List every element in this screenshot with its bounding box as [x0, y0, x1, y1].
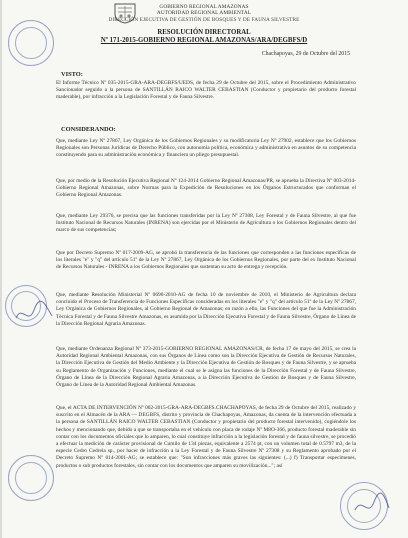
page-edge [0, 0, 2, 538]
visto-heading: VISTO: [61, 71, 83, 78]
letterhead-line-3: DIRECCIÓN EJECUTIVA DE GESTIÓN DE BOSQUES Y DE FAUNA SILVESTRE [108, 16, 300, 23]
considerando-paragraph-2: Que, por medio de la Resolución Ejecutiva Regional Nº 124-2014 Gobierno Regional Amazonas/PR, se aprueba la Directiva Nº 003-2014-Gobierno Regional Amazonas, sobre Normas para la Expedición de Resoluciones en los Órganos Estructurados que conforman el Gobierno Regional Amazonas. [56, 178, 356, 199]
letterhead [0, 4, 408, 23]
considerando-paragraph-1: Que, mediante Ley Nº 27867, Ley Orgánica de los Gobiernos Regionales y su modificatoria Ley Nº 27902, establece que los Gobiernos Regionales son Personas Jurídicas de Derecho Público, con autonomía política, económica y administrativa en asuntos de su competencia constituyendo para su administración económica y financiera un pliego presupuestal. [56, 138, 356, 159]
considerando-paragraph-4: Que por Decreto Supremo Nº 017-2009-AG, se aprobó la transferencia de las funciones que corresponden a las funciones específicas de los literales "e" y "q" del artículo 51º de la Ley Nº 27867, Ley Orgánica de los Gobiernos Regionales, por parte del ex Instituto Nacional de Recursos Naturales - INRENA a los Gobiernos Regionales que sustentan su acto de entrega y recepción. [56, 250, 356, 271]
considerando-heading: CONSIDERANDO: [61, 126, 116, 133]
letterhead-line-2: AUTORIDAD REGIONAL AMBIENTAL [156, 10, 252, 17]
resolution-number: Nº 171-2015-GOBIERNO REGIONAL AMAZONAS/ARA/DEGBFS/D [100, 37, 308, 44]
official-seal-bottom-left-inner [15, 462, 47, 494]
considerando-paragraph-5: Que, mediante Resolución Ministerial Nº 0690-2010-AG de fecha 10 de noviembre de 2010, el Ministerio de Agricultura declara concluido el Proceso de Transferencia de Funciones Específicas consideradas en los literales "e" y "q" del artículo 51º de la Ley Nº 27867, Ley Orgánica de Gobiernos Regionales, al Gobierno Regional de Amazonas; en razón a ello, las Funciones del que fue la Administración Técnica Forestal y de Fauna Silvestre Amazonas, es asumida por la Dirección Ejecutiva Forestal y de Fauna Silvestre, Órgano de Línea de la Dirección Regional Agraria Amazonas. [56, 292, 356, 327]
document-title: RESOLUCIÓN DIRECTORAL [157, 29, 251, 36]
visto-paragraph: El Informe Técnico Nº 035-2015-GRA-ARA-DEGBFS/UEDS, de fecha 29 de Octubre del 2015, sobre el Procedimiento Administrativo Sancionador seguido a la persona de SANTILLÁN RAICO WALTER CEBASTIAN (Conductor y propietario del producto forestal maderable), por infracción a la Legislación Forestal y de Fauna Silvestre. [56, 80, 356, 101]
issue-date: Chachapoyas, 29 de Octubre del 2015 [261, 51, 350, 57]
official-seal-top-left-inner [15, 27, 47, 59]
considerando-paragraph-7: Que, el ACTA DE INTERVENCIÓN Nº 002-2015-GRA-ARA-DEGBFS.CHACHAPOYAS, de fecha 29 de Octubre del 2015, realizado y suscrito en el Almacén de la ARA — DEGBFS, distrito y provincia de Chachapoyas, Amazonas, da cuenta de la intervención efectuada a la persona de SANTILLÁN RAICO WALTER CEBASTIAN (Conductor y propietario del producto forestal intervenido), cogiéndole los hechos y mencionando que, debido a que se transportaba en el vehículo con placa de rodaje Nº M8O-366, producto forestal maderable sin contar con los documentos oficiales que lo amparen, lo cual constituye infracción a la legislación forestal y de fauna silvestre, se procedió a efectuar la medición de carácter provisional de Cumilo de 134 piezas, equivalente a 2574 pt, con un volumen total de 0.5797 m3, de la especie Cedro Cedrela sp., por hacer de infracción a la Ley Forestal y de Fauna Silvestre Nº 27308 y su Reglamento aprobado por el Decreto Supremo Nº 014-2001-AG; se establece que: "Son infracciones más graves las siguientes: (...) f) Transportar especímenes, productos o sub productos forestales, sin contar con los documentos que amparen su movilización..."; así [56, 405, 356, 469]
signature-mark-right [352, 490, 392, 520]
considerando-paragraph-3: Que, mediante Ley 29376, se precisa que las funciones transferidas por la Ley Nº 27308, Ley Forestal y de Fauna Silvestre, al que fue Instituto Nacional de Recursos Naturales (INRENA) son ejercidas por el Ministerio de Agricultura o los Gobiernos Regionales dentro del marco de sus competencias; [56, 213, 356, 234]
considerando-paragraph-6: Que, mediante Ordenanza Regional Nº 373-2015-GOBIERNO REGIONAL AMAZONAS/CR, de fecha 17 de mayo del 2015, se crea la Autoridad Regional Ambiental Amazonas, con sus Órganos de Línea como son la Dirección Ejecutiva de Gestión de Recursos Naturales, la Dirección Ejecutiva de Gestión del Medio Ambiente y la Dirección Ejecutiva de Gestión de Bosques y de Fauna Silvestre, y se aprueba su Reglamento de Organización y Funciones, mediante el cual se le asigna las funciones de la Dirección Forestal y de Fauna Silvestre, Órgano de Línea de la Dirección Regional Agraria Amazonas, a la Dirección Ejecutiva de Gestión de Bosques y de Fauna Silvestre, Órgano de Línea de la Autoridad Regional Ambiental Amazonas. [56, 346, 356, 389]
letterhead-line-1: GOBIERNO REGIONAL AMAZONAS [159, 4, 249, 10]
signature-mark-left [14, 300, 54, 328]
